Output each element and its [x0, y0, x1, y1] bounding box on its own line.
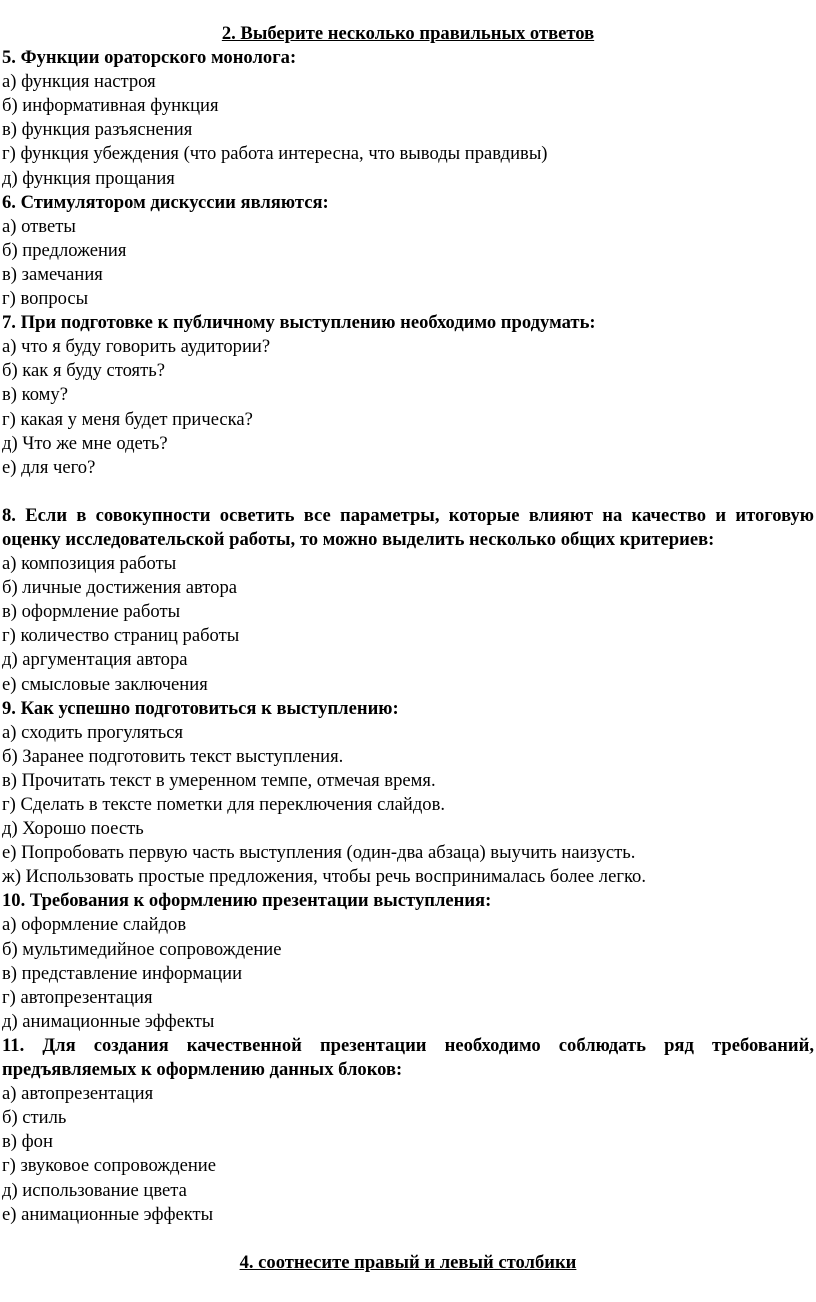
option-10a: а) оформление слайдов	[2, 914, 187, 936]
question-11: 11. Для создания качественной презентации необходимо соблюдать ряд требований, предъявляемых к оформлению данных блоков:	[2, 1034, 814, 1081]
question-7: 7. При подготовке к публичному выступлению необходимо продумать:	[2, 312, 596, 334]
option-7a: а) что я буду говорить аудитории?	[2, 336, 271, 358]
option-7d: г) какая у меня будет прическа?	[2, 408, 253, 430]
option-11e: д) использование цвета	[2, 1179, 187, 1201]
option-5c: в) функция разъяснения	[2, 119, 193, 141]
option-8d: г) количество страниц работы	[2, 625, 240, 647]
option-10b: б) мультимедийное сопровождение	[2, 938, 282, 960]
option-10e: д) анимационные эффекты	[2, 1010, 215, 1032]
section-title: 2. Выберите несколько правильных ответов	[221, 23, 595, 44]
option-11b: б) стиль	[2, 1107, 67, 1129]
option-8c: в) оформление работы	[2, 601, 181, 623]
option-11d: г) звуковое сопровождение	[2, 1155, 217, 1177]
option-9c: в) Прочитать текст в умеренном темпе, отмечая время.	[2, 769, 436, 791]
option-8e: д) аргументация автора	[2, 649, 188, 671]
option-9d: г) Сделать в тексте пометки для переключения слайдов.	[2, 794, 446, 815]
question-8: 8. Если в совокупности осветить все параметры, которые влияют на качество и итоговую оценку исследовательской работы, то можно выделить несколько общих критериев:	[2, 504, 814, 550]
option-8a: а) композиция работы	[2, 553, 177, 575]
question-9: 9. Как успешно подготовиться к выступлению:	[2, 697, 399, 719]
option-8f: е) смысловые заключения	[2, 673, 208, 695]
option-6d: г) вопросы	[2, 288, 89, 310]
option-7e: д) Что же мне одеть?	[2, 432, 168, 454]
option-6b: б) предложения	[2, 239, 127, 261]
question-6: 6. Стимулятором дискуссии являются:	[2, 191, 329, 213]
option-11f: е) анимационные эффекты	[2, 1203, 214, 1225]
option-5d: г) функция убеждения (что работа интересна, что выводы правдивы)	[2, 143, 548, 165]
footer-section-title: 4. соотнесите правый и левый столбики	[239, 1251, 577, 1273]
option-11a: а) автопрезентация	[2, 1083, 154, 1105]
option-6c: в) замечания	[2, 263, 103, 285]
blank-line	[2, 480, 814, 504]
option-10c: в) представление информации	[2, 962, 243, 984]
option-5a: а) функция настроя	[2, 71, 156, 93]
option-9e: д) Хорошо поесть	[2, 818, 144, 840]
option-10d: г) автопрезентация	[2, 986, 153, 1008]
option-9f: е) Попробовать первую часть выступления (один-два абзаца) выучить наизусть.	[2, 842, 636, 864]
option-9b: б) Заранее подготовить текст выступления.	[2, 745, 344, 767]
option-9a: а) сходить прогуляться	[2, 721, 184, 743]
option-5e: д) функция прощания	[2, 167, 175, 189]
option-5b: б) информативная функция	[2, 95, 219, 117]
option-7c: в) кому?	[2, 384, 68, 406]
question-10: 10. Требования к оформлению презентации выступления:	[2, 890, 492, 912]
option-9g: ж) Использовать простые предложения, чтобы речь воспринималась более легко.	[2, 866, 646, 888]
option-8b: б) личные достижения автора	[2, 577, 238, 599]
option-6a: а) ответы	[2, 215, 76, 237]
option-7f: е) для чего?	[2, 456, 96, 478]
question-5: 5. Функции ораторского монолога:	[2, 47, 297, 69]
option-7b: б) как я буду стоять?	[2, 360, 165, 382]
option-11c: в) фон	[2, 1131, 53, 1153]
